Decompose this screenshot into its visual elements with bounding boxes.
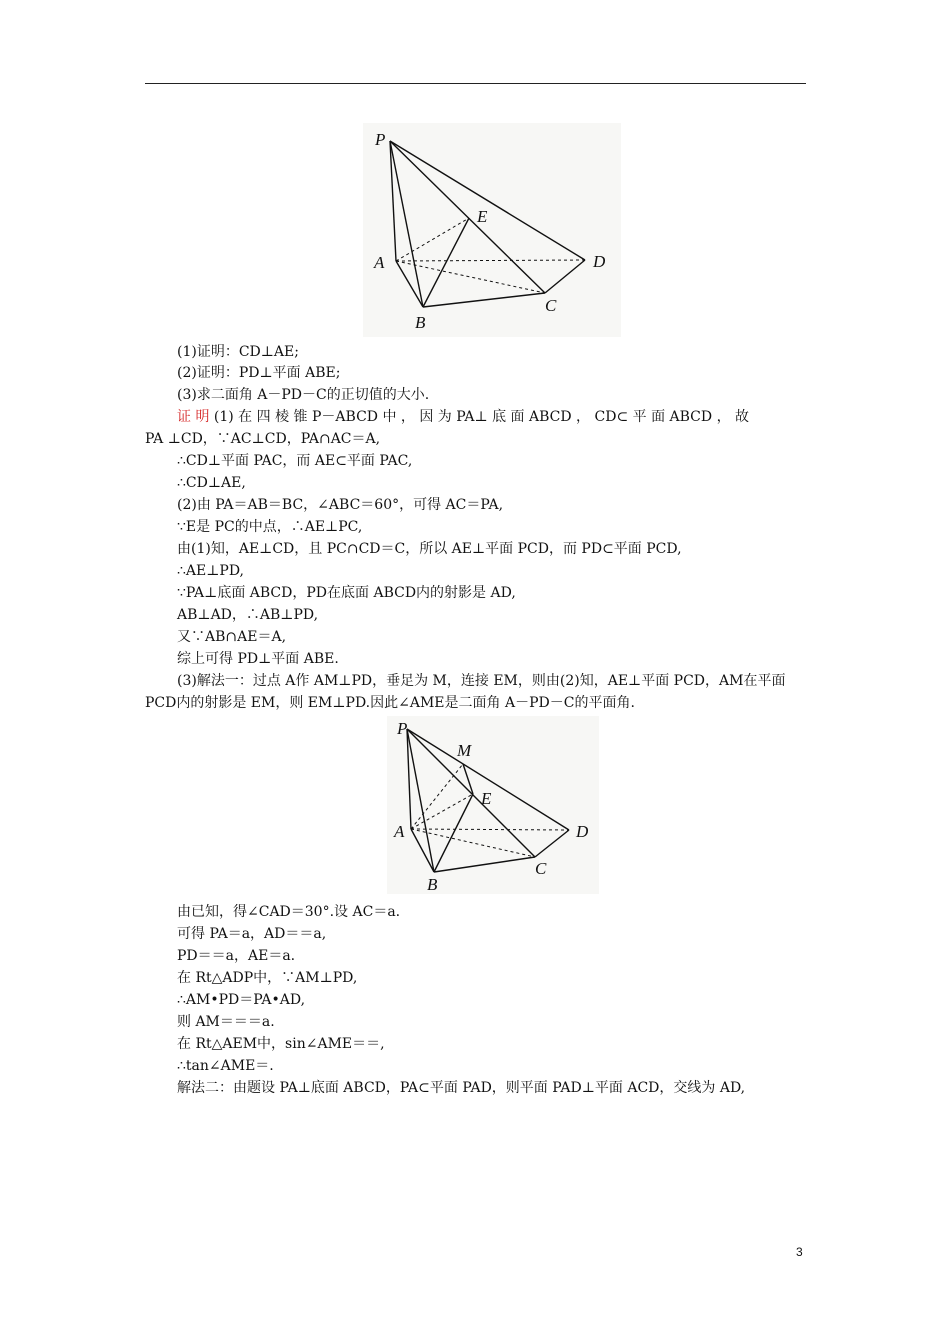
label-m: M (457, 741, 472, 760)
proof-line-3: ∴CD⊥平面 PAC，而 AE⊂平面 PAC, (177, 453, 413, 469)
pyramid-figure-2 (387, 716, 599, 894)
label-c: C (545, 296, 557, 315)
proof-line-7: 由(1)知，AE⊥CD，且 PC∩CD＝C，所以 AE⊥平面 PCD，而 PD⊂平面 PCD, (177, 541, 682, 557)
label-b: B (427, 875, 438, 894)
method2-line-1: 解法二：由题设 PA⊥底面 ABCD，PA⊂平面 PAD，则平面 PAD⊥平面 ACD，交线为 AD, (177, 1080, 746, 1096)
calc-line-7: 在 Rt△AEM中，sin∠AME＝＝, (177, 1036, 385, 1052)
label-b: B (415, 313, 426, 332)
method1-line-2: PCD内的射影是 EM，则 EM⊥PD.因此∠AME是二面角 A－PD－C的平面角. (145, 695, 635, 711)
calc-line-4: 在 Rt△ADP中，∵AM⊥PD, (177, 970, 358, 986)
calc-line-5: ∴AM•PD＝PA•AD, (177, 992, 306, 1008)
method1-line-1: (3)解法一：过点 A作 AM⊥PD，垂足为 M，连接 EM，则由(2)知，AE⊥平面 PCD，AM在平面 (177, 673, 786, 689)
header-rule (145, 83, 806, 84)
calc-line-8: ∴tan∠AME＝. (177, 1058, 274, 1074)
label-p: P (375, 130, 386, 149)
proof-label: 证 明 (177, 409, 210, 425)
label-e: E (481, 789, 492, 808)
calc-line-2: 可得 PA＝a，AD＝＝a, (177, 926, 327, 942)
calc-line-6: 则 AM＝＝＝a. (177, 1014, 275, 1030)
question-3: (3)求二面角 A－PD－C的正切值的大小. (177, 387, 430, 403)
question-2: (2)证明：PD⊥平面 ABE; (177, 365, 341, 381)
label-d: D (576, 822, 589, 841)
proof-line-4: ∴CD⊥AE, (177, 475, 246, 491)
question-1: (1)证明：CD⊥AE; (177, 344, 299, 360)
proof-line-10: AB⊥AD，∴AB⊥PD, (177, 607, 319, 623)
proof-line-5: (2)由 PA＝AB＝BC，∠ABC＝60°，可得 AC＝PA, (177, 497, 504, 513)
label-p: P (397, 719, 408, 738)
proof-line-9: ∵PA⊥底面 ABCD，PD在底面 ABCD内的射影是 AD, (177, 585, 516, 601)
label-c: C (535, 859, 547, 878)
calc-line-3: PD＝＝a，AE＝a. (177, 948, 296, 964)
label-e: E (477, 207, 488, 226)
proof-line-8: ∴AE⊥PD, (177, 563, 244, 579)
proof-line-11: 又∵AB∩AE＝A, (177, 629, 287, 645)
label-a: A (374, 253, 385, 272)
proof-line-6: ∵E是 PC的中点，∴AE⊥PC, (177, 519, 363, 535)
calc-line-1: 由已知，得∠CAD＝30°.设 AC＝a. (177, 904, 401, 920)
page-number: 3 (796, 1245, 803, 1259)
label-a: A (394, 822, 405, 841)
pyramid-figure-1 (363, 123, 621, 337)
label-d: D (593, 252, 606, 271)
proof-line-1: 证 明 (1) 在 四 棱 锥 P－ABCD 中 ， 因 为 PA⊥ 底 面 ABCD ， CD⊂ 平 面 ABCD ， 故 (177, 409, 750, 425)
proof-line-12: 综上可得 PD⊥平面 ABE. (177, 651, 339, 667)
proof-line-2: PA ⊥CD，∵AC⊥CD，PA∩AC＝A, (145, 431, 381, 447)
